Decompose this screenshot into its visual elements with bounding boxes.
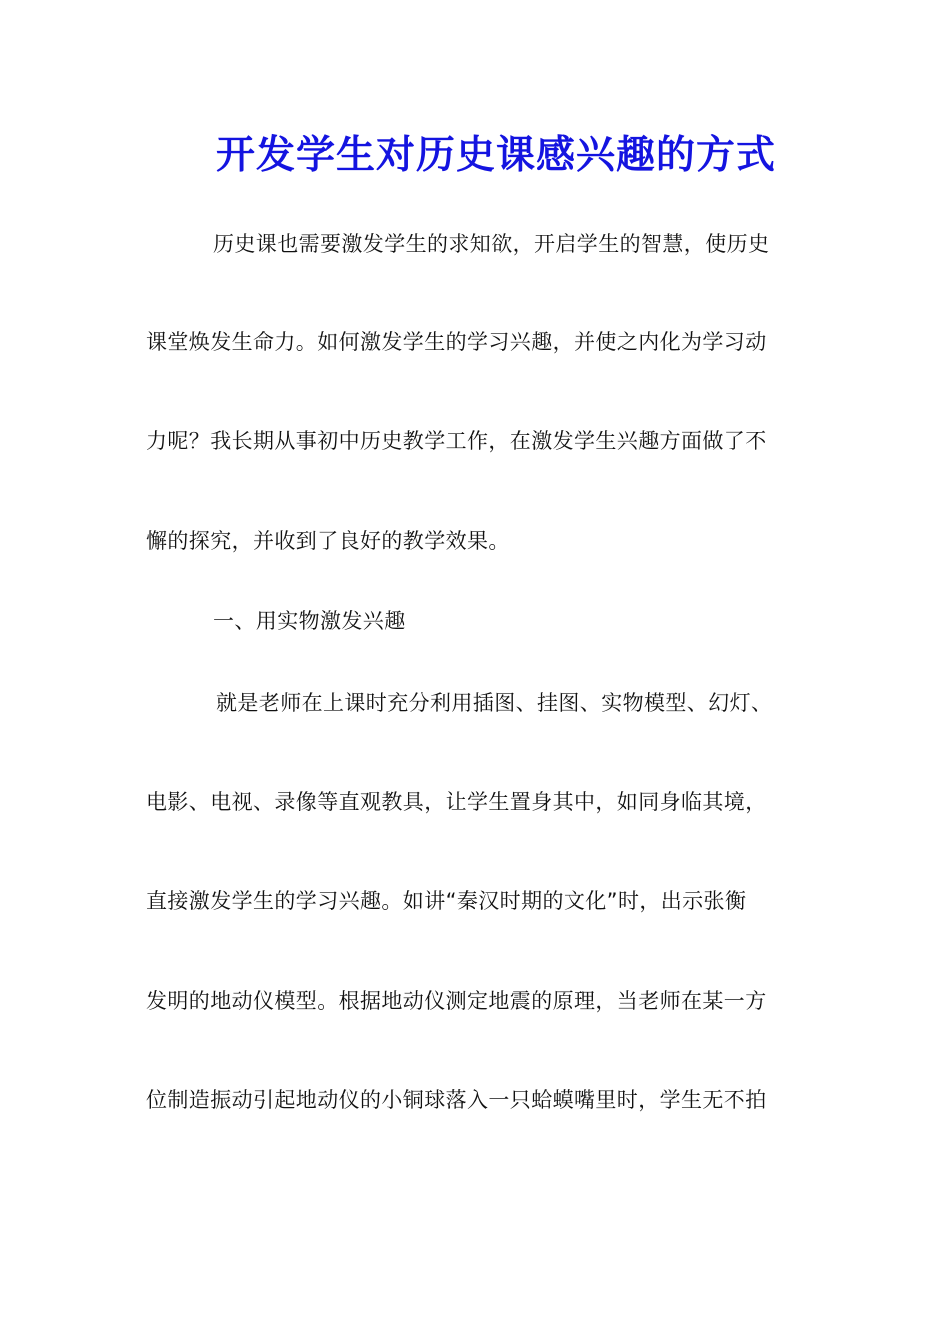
paragraph-line: 历史课也需要激发学生的求知欲，开启学生的智慧，使历史 xyxy=(213,232,770,256)
document-title: 开发学生对历史课感兴趣的方式 xyxy=(215,132,776,178)
paragraph-line: 懈的探究，并收到了良好的教学效果。 xyxy=(146,529,510,553)
paragraph-line: 位制造振动引起地动仪的小铜球落入一只蛤蟆嘴里时，学生无不拍 xyxy=(146,1088,767,1112)
section-heading: 一、用实物激发兴趣 xyxy=(213,609,406,633)
paragraph-line: 课堂焕发生命力。如何激发学生的学习兴趣，并使之内化为学习动 xyxy=(146,330,767,354)
paragraph-line: 电影、电视、录像等直观教具，让学生置身其中，如同身临其境， xyxy=(146,790,767,814)
paragraph-line: 力呢？我长期从事初中历史教学工作，在激发学生兴趣方面做了不 xyxy=(146,429,767,453)
paragraph-line: 发明的地动仪模型。根据地动仪测定地震的原理，当老师在某一方 xyxy=(146,989,767,1013)
paragraph-line: 直接激发学生的学习兴趣。如讲“秦汉时期的文化”时，出示张衡 xyxy=(146,889,747,913)
paragraph-line: 就是老师在上课时充分利用插图、挂图、实物模型、幻灯、 xyxy=(216,691,773,715)
